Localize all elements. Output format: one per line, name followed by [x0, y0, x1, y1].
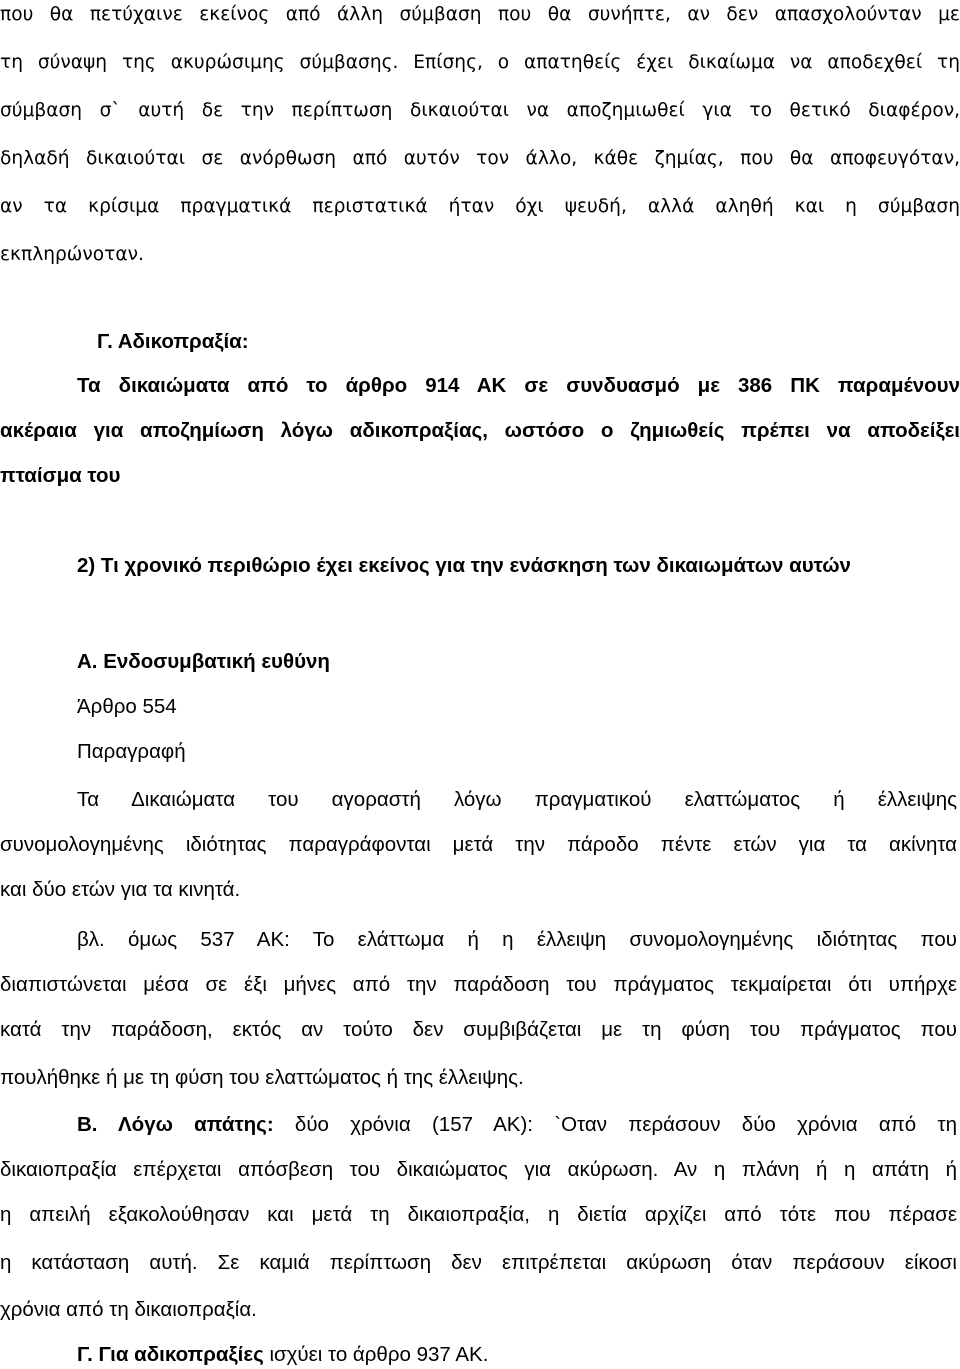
paragraph-line: βλ. όμως 537 ΑΚ: Το ελάττωμα ή η έλλειψη συνομολογημένης ιδιότητας που [77, 928, 957, 951]
paragraph-line: Τα Δικαιώματα του αγοραστή λόγω πραγματικού ελαττώματος ή έλλειψης [77, 788, 957, 811]
section-heading-contract: Α. Ενδοσυμβατική ευθύνη [77, 650, 330, 673]
torts-article-text: ισχύει το άρθρο 937 ΑΚ. [263, 1343, 489, 1366]
paragraph-line: και δύο ετών για τα κινητά. [0, 878, 241, 901]
paragraph-line: πουλήθηκε ή με τη φύση του ελαττώματος ή της έλλειψης. [0, 1066, 524, 1089]
paragraph-line: Τα δικαιώματα από το άρθρο 914 ΑΚ σε συνδυασμό με 386 ΠΚ παραμένουν [77, 374, 960, 397]
paragraph-line: αν τα κρίσιμα πραγματικά περιστατικά ήταν όχι ψευδή, αλλά αληθή και η σύμβαση [0, 196, 960, 217]
paragraph-line: σύμβαση σ` αυτή δε την περίπτωση δικαιούται να αποζημιωθεί για το θετικό διαφέρον, [0, 100, 960, 121]
paragraph-line: δικαιοπραξία επέρχεται απόσβεση του δικαιώματος για ακύρωση. Αν η πλάνη ή η απάτη ή [0, 1158, 957, 1181]
section-heading-tort: Γ. Αδικοπραξία: [97, 330, 249, 353]
section-heading-fraud: Β. Λόγω απάτης: [77, 1113, 274, 1136]
question-heading: 2) Τι χρονικό περιθώριο έχει εκείνος για την ενάσκηση των δικαιωμάτων αυτών [77, 554, 851, 577]
section-heading-torts: Γ. Για αδικοπραξίες [77, 1343, 264, 1366]
paragraph-line: τη σύναψη της ακυρώσιμης σύμβασης. Επίσης, ο απατηθείς έχει δικαίωμα να αποδεχθεί τη [0, 52, 960, 73]
paragraph-line: η κατάσταση αυτή. Σε καμιά περίπτωση δεν επιτρέπεται ακύρωση όταν περάσουν είκοσι [0, 1251, 957, 1274]
paragraph-line: χρόνια από τη δικαιοπραξία. [0, 1298, 257, 1321]
paragraph-line: συνομολογημένης ιδιότητας παραγράφονται μετά την πάροδο πέντε ετών για τα ακίνητα [0, 833, 957, 856]
paragraph-line: η απειλή εξακολούθησαν και μετά τη δικαιοπραξία, η διετία αρχίζει από τότε που πέρασε [0, 1203, 957, 1226]
paragraph-line: ακέραια για αποζημίωση λόγω αδικοπραξίας, ωστόσο ο ζημιωθείς πρέπει να αποδείξει [0, 419, 960, 442]
article-number: Άρθρο 554 [77, 695, 177, 718]
fraud-first-line: δύο χρόνια (157 ΑΚ): `Οταν περάσουν δύο χρόνια από τη [273, 1113, 957, 1136]
paragraph-line [77, 1342, 777, 1368]
paragraph-line: διαπιστώνεται μέσα σε έξι μήνες από την παράδοση του πράγματος τεκμαίρεται ότι υπήρχε [0, 973, 957, 996]
article-subtitle: Παραγραφή [77, 740, 186, 763]
paragraph-line: πταίσμα του [0, 464, 121, 487]
paragraph-line: δηλαδή δικαιούται σε ανόρθωση από αυτόν τον άλλο, κάθε ζημίας, που θα αποφευγόταν, [0, 148, 960, 169]
paragraph-line: που θα πετύχαινε εκείνος από άλλη σύμβαση που θα συνήπτε, αν δεν απασχολούνταν με [0, 4, 960, 25]
paragraph-line: εκπληρώνοταν. [0, 244, 144, 265]
paragraph-line: κατά την παράδοση, εκτός αν τούτο δεν συμβιβάζεται με τη φύση του πράγματος που [0, 1018, 957, 1041]
paragraph-line [77, 1112, 957, 1138]
